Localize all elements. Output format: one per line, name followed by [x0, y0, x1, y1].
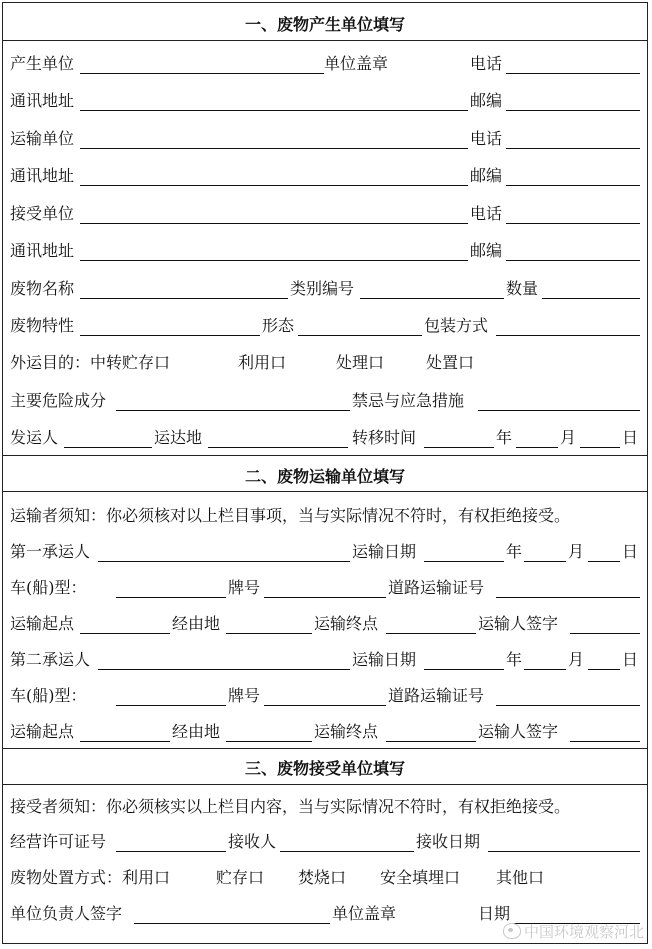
- receive-date-field[interactable]: [488, 851, 640, 852]
- waste-property-label: 废物特性: [10, 316, 75, 335]
- transporter-phone-field[interactable]: [506, 148, 640, 149]
- phone-label: 电话: [470, 54, 503, 73]
- day-label: 日: [622, 542, 639, 561]
- start-label: 运输起点: [10, 722, 75, 741]
- license-field[interactable]: [116, 851, 226, 852]
- weibo-icon: [503, 923, 521, 939]
- purpose-storage-option[interactable]: 外运目的：中转贮存口: [10, 353, 171, 372]
- signature-2-field[interactable]: [570, 741, 640, 742]
- producer-field[interactable]: [80, 73, 324, 74]
- purpose-dispose-option[interactable]: 处置口: [426, 353, 475, 372]
- plate-label: 牌号: [228, 686, 261, 705]
- transfer-day-field[interactable]: [580, 447, 620, 448]
- carrier-2-month-field[interactable]: [524, 669, 566, 670]
- via-label: 经由地: [172, 722, 221, 741]
- plate-label: 牌号: [228, 578, 261, 597]
- waste-name-field[interactable]: [80, 298, 288, 299]
- waste-property-field[interactable]: [80, 335, 260, 336]
- transfer-month-field[interactable]: [516, 447, 558, 448]
- hazard-field[interactable]: [116, 410, 350, 411]
- destination-field[interactable]: [208, 447, 348, 448]
- day-label: 日: [622, 650, 639, 669]
- permit-2-field[interactable]: [496, 705, 640, 706]
- purpose-reuse-option[interactable]: 利用口: [238, 353, 287, 372]
- producer-postcode-field[interactable]: [506, 110, 640, 111]
- vehicle-label: 车(船)型：: [10, 686, 87, 705]
- section-2-title: 二、废物运输单位填写: [244, 467, 405, 486]
- carrier-2-year-field[interactable]: [424, 669, 504, 670]
- transfer-year-field[interactable]: [424, 447, 494, 448]
- carrier-1-field[interactable]: [98, 561, 350, 562]
- seal-label: 单位盖章: [332, 904, 397, 923]
- via-1-field[interactable]: [226, 633, 312, 634]
- section-3-title: 三、废物接受单位填写: [244, 759, 405, 778]
- phone-label: 电话: [470, 204, 503, 223]
- carrier-1-year-field[interactable]: [424, 561, 504, 562]
- year-label: 年: [506, 650, 523, 669]
- start-1-field[interactable]: [80, 633, 170, 634]
- leader-sign-label: 单位负责人签字: [10, 904, 123, 923]
- transporter-postcode-field[interactable]: [506, 185, 640, 186]
- watermark: [503, 922, 644, 942]
- category-code-field[interactable]: [360, 298, 504, 299]
- signature-label: 运输人签字: [478, 722, 559, 741]
- method-landfill-option[interactable]: 安全填埋口: [380, 868, 461, 887]
- month-label: 月: [568, 542, 585, 561]
- signature-label: 运输人签字: [478, 614, 559, 633]
- plate-2-field[interactable]: [264, 705, 386, 706]
- shipper-field[interactable]: [64, 447, 152, 448]
- transport-notice: 运输者须知：你必须核对以上栏目事项，当与实际情况不符时，有权拒绝接受。: [10, 506, 571, 525]
- taboo-field[interactable]: [478, 410, 640, 411]
- transporter-address-field[interactable]: [80, 185, 468, 186]
- shipper-label: 发运人: [10, 428, 59, 447]
- receiver-person-label: 接收人: [228, 832, 277, 851]
- start-label: 运输起点: [10, 614, 75, 633]
- producer-label: 产生单位: [10, 54, 75, 73]
- form-field[interactable]: [298, 335, 422, 336]
- carrier-1-month-field[interactable]: [524, 561, 566, 562]
- vehicle-label: 车(船)型：: [10, 578, 87, 597]
- method-burn-option[interactable]: 焚烧口: [298, 868, 347, 887]
- plate-1-field[interactable]: [264, 597, 386, 598]
- packaging-label: 包装方式: [424, 316, 489, 335]
- form-label: 形态: [262, 316, 295, 335]
- receiver-postcode-field[interactable]: [506, 260, 640, 261]
- producer-address-field[interactable]: [80, 110, 468, 111]
- address-label: 通讯地址: [10, 91, 75, 110]
- divider: [2, 455, 648, 456]
- leader-sign-field[interactable]: [134, 923, 330, 924]
- divider: [2, 748, 648, 749]
- end-label: 运输终点: [314, 722, 379, 741]
- postcode-label: 邮编: [470, 91, 503, 110]
- date-label: 日期: [478, 904, 511, 923]
- transport-date-label: 运输日期: [352, 650, 417, 669]
- permit-label: 道路运输证号: [388, 578, 485, 597]
- seal-label: 单位盖章: [324, 54, 389, 73]
- transporter-label: 运输单位: [10, 129, 75, 148]
- transporter-field[interactable]: [80, 148, 468, 149]
- address-label: 通讯地址: [10, 166, 75, 185]
- signature-1-field[interactable]: [570, 633, 640, 634]
- receive-notice: 接受者须知：你必须核实以上栏目内容，当与实际情况不符时，有权拒绝接受。: [10, 797, 571, 816]
- receiver-address-field[interactable]: [80, 260, 468, 261]
- via-2-field[interactable]: [226, 741, 312, 742]
- end-1-field[interactable]: [386, 633, 476, 634]
- receive-date-label: 接收日期: [416, 832, 481, 851]
- end-2-field[interactable]: [386, 741, 476, 742]
- divider: [2, 40, 648, 41]
- watermark-text: 中国环境观察河北: [523, 923, 644, 941]
- method-other-option[interactable]: 其他口: [496, 868, 545, 887]
- transfer-time-label: 转移时间: [352, 428, 417, 447]
- purpose-treat-option[interactable]: 处理口: [336, 353, 385, 372]
- packaging-field[interactable]: [496, 335, 640, 336]
- transport-date-label: 运输日期: [352, 542, 417, 561]
- taboo-label: 禁忌与应急措施: [352, 391, 465, 410]
- day-label: 日: [622, 428, 639, 447]
- carrier-1-day-field[interactable]: [588, 561, 620, 562]
- quantity-label: 数量: [506, 279, 539, 298]
- address-label: 通讯地址: [10, 241, 75, 260]
- carrier-1-label: 第一承运人: [10, 542, 91, 561]
- receiver-phone-field[interactable]: [506, 223, 640, 224]
- quantity-field[interactable]: [542, 298, 640, 299]
- permit-label: 道路运输证号: [388, 686, 485, 705]
- month-label: 月: [568, 650, 585, 669]
- carrier-2-label: 第二承运人: [10, 650, 91, 669]
- carrier-2-field[interactable]: [98, 669, 350, 670]
- divider: [2, 491, 648, 492]
- postcode-label: 邮编: [470, 241, 503, 260]
- method-store-option[interactable]: 贮存口: [216, 868, 265, 887]
- phone-label: 电话: [470, 129, 503, 148]
- end-label: 运输终点: [314, 614, 379, 633]
- waste-name-label: 废物名称: [10, 279, 75, 298]
- license-label: 经营许可证号: [10, 832, 107, 851]
- destination-label: 运达地: [154, 428, 203, 447]
- hazard-label: 主要危险成分: [10, 391, 107, 410]
- receiver-field[interactable]: [80, 223, 468, 224]
- vehicle-1-field[interactable]: [116, 597, 226, 598]
- vehicle-2-field[interactable]: [116, 705, 226, 706]
- year-label: 年: [496, 428, 513, 447]
- start-2-field[interactable]: [80, 741, 170, 742]
- year-label: 年: [506, 542, 523, 561]
- postcode-label: 邮编: [470, 166, 503, 185]
- section-1-title: 一、废物产生单位填写: [244, 15, 405, 34]
- via-label: 经由地: [172, 614, 221, 633]
- category-code-label: 类别编号: [290, 279, 355, 298]
- method-reuse-option[interactable]: 废物处置方式：利用口: [10, 868, 171, 887]
- month-label: 月: [560, 428, 577, 447]
- permit-1-field[interactable]: [496, 597, 640, 598]
- receiver-label: 接受单位: [10, 204, 75, 223]
- producer-phone-field[interactable]: [506, 73, 640, 74]
- receiver-person-field[interactable]: [280, 851, 414, 852]
- carrier-2-day-field[interactable]: [588, 669, 620, 670]
- divider: [2, 784, 648, 785]
